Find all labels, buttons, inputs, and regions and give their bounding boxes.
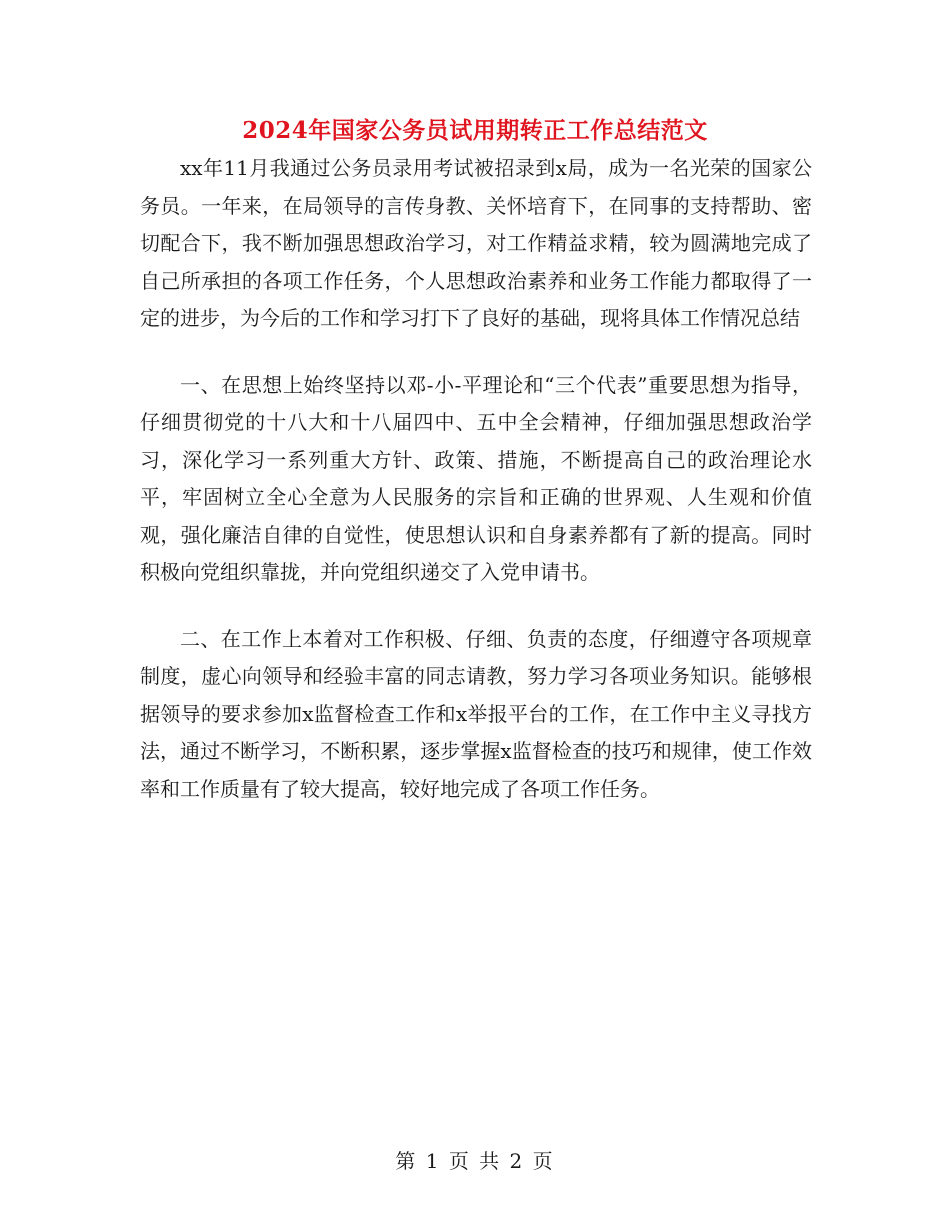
document-body — [140, 150, 812, 837]
page-number-footer: 第 1 页 共 2 页 — [395, 1149, 555, 1173]
document-title: 2024年国家公务员试用期转正工作总结范文 — [242, 117, 708, 144]
paragraph-work: 二、在工作上本着对工作积极、仔细、负责的态度，仔细遵守各项规章制度，虚心向领导和经验丰富的同志请教，努力学习各项业务知识。能够根据领导的要求参加x监督检查工作和x举报平台的工作，在工作中主义寻找方法，通过不断学习，不断积累，逐步掌握x监督检查的技巧和规律，使工作效率和工作质量有了较大提高，较好地完成了各项工作任务。 — [140, 626, 812, 801]
paragraph-ideology: 一、在思想上始终坚持以邓-小-平理论和“三个代表”重要思想为指导，仔细贯彻党的十八大和十八届四中、五中全会精神，仔细加强思想政治学习，深化学习一系列重大方针、政策、措施，不断提高自己的政治理论水平，牢固树立全心全意为人民服务的宗旨和正确的世界观、人生观和价值观，强化廉洁自律的自觉性，使思想认识和自身素养都有了新的提高。同时积极向党组织靠拢，并向党组织递交了入党申请书。 — [140, 372, 812, 584]
paragraph-intro: xx年11月我通过公务员录用考试被招录到x局，成为一名光荣的国家公务员。一年来，在局领导的言传身教、关怀培育下，在同事的支持帮助、密切配合下，我不断加强思想政治学习，对工作精益求精，较为圆满地完成了自己所承担的各项工作任务，个人思想政治素养和业务工作能力都取得了一定的进步，为今后的工作和学习打下了良好的基础，现将具体工作情况总结 — [140, 156, 812, 330]
